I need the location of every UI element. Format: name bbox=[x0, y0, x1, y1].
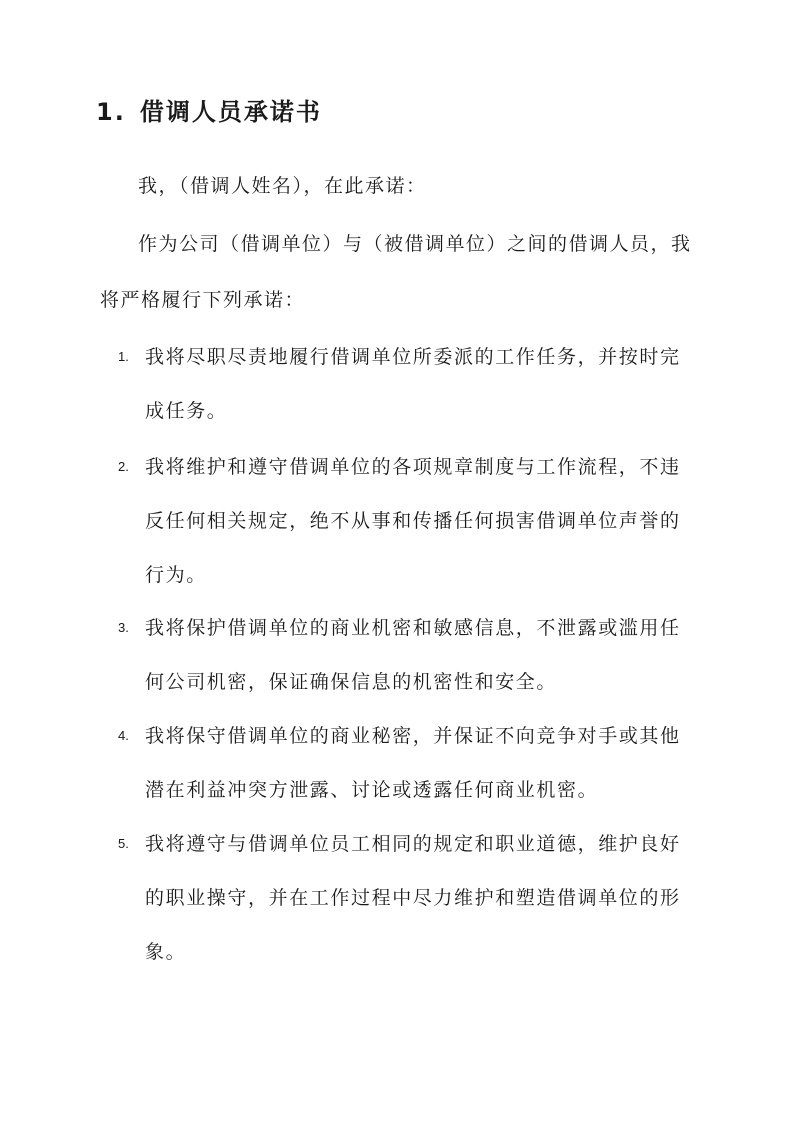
commitment-item bbox=[118, 440, 698, 602]
document-title bbox=[96, 92, 322, 127]
commitment-text: 我将遵守与借调单位员工相同的规定和职业道德，维护良好的职业操守，并在工作过程中尽力维护和塑造借调单位的形象。 bbox=[145, 833, 681, 963]
commitment-number: 3. bbox=[118, 620, 129, 635]
title-number: 1. bbox=[96, 98, 126, 126]
commitment-number: 4. bbox=[118, 728, 129, 743]
commitment-text: 我将保守借调单位的商业秘密，并保证不向竞争对手或其他潜在利益冲突方泄露、讨论或透露任何商业机密。 bbox=[145, 725, 681, 801]
commitment-number: 1. bbox=[118, 349, 129, 364]
intro-paragraph: 作为公司（借调单位）与（被借调单位）之间的借调人员，我将严格履行下列承诺： bbox=[100, 233, 692, 311]
commitment-number: 5. bbox=[118, 836, 129, 851]
commitment-text: 我将尽职尽责地履行借调单位所委派的工作任务，并按时完成任务。 bbox=[145, 346, 681, 422]
commitment-item bbox=[118, 817, 698, 979]
greeting-paragraph: 我，（借调人姓名），在此承诺： bbox=[138, 175, 427, 197]
commitment-text: 我将保护借调单位的商业机密和敏感信息，不泄露或滥用任何公司机密，保证确保信息的机密性和安全。 bbox=[145, 617, 681, 693]
title-text: 借调人员承诺书 bbox=[139, 98, 322, 126]
commitment-item bbox=[118, 601, 698, 709]
commitment-text: 我将维护和遵守借调单位的各项规章制度与工作流程，不违反任何相关规定，绝不从事和传播任何损害借调单位声誉的行为。 bbox=[145, 456, 681, 586]
commitment-item bbox=[118, 330, 698, 438]
commitment-number: 2. bbox=[118, 459, 129, 474]
commitment-item bbox=[118, 709, 698, 817]
